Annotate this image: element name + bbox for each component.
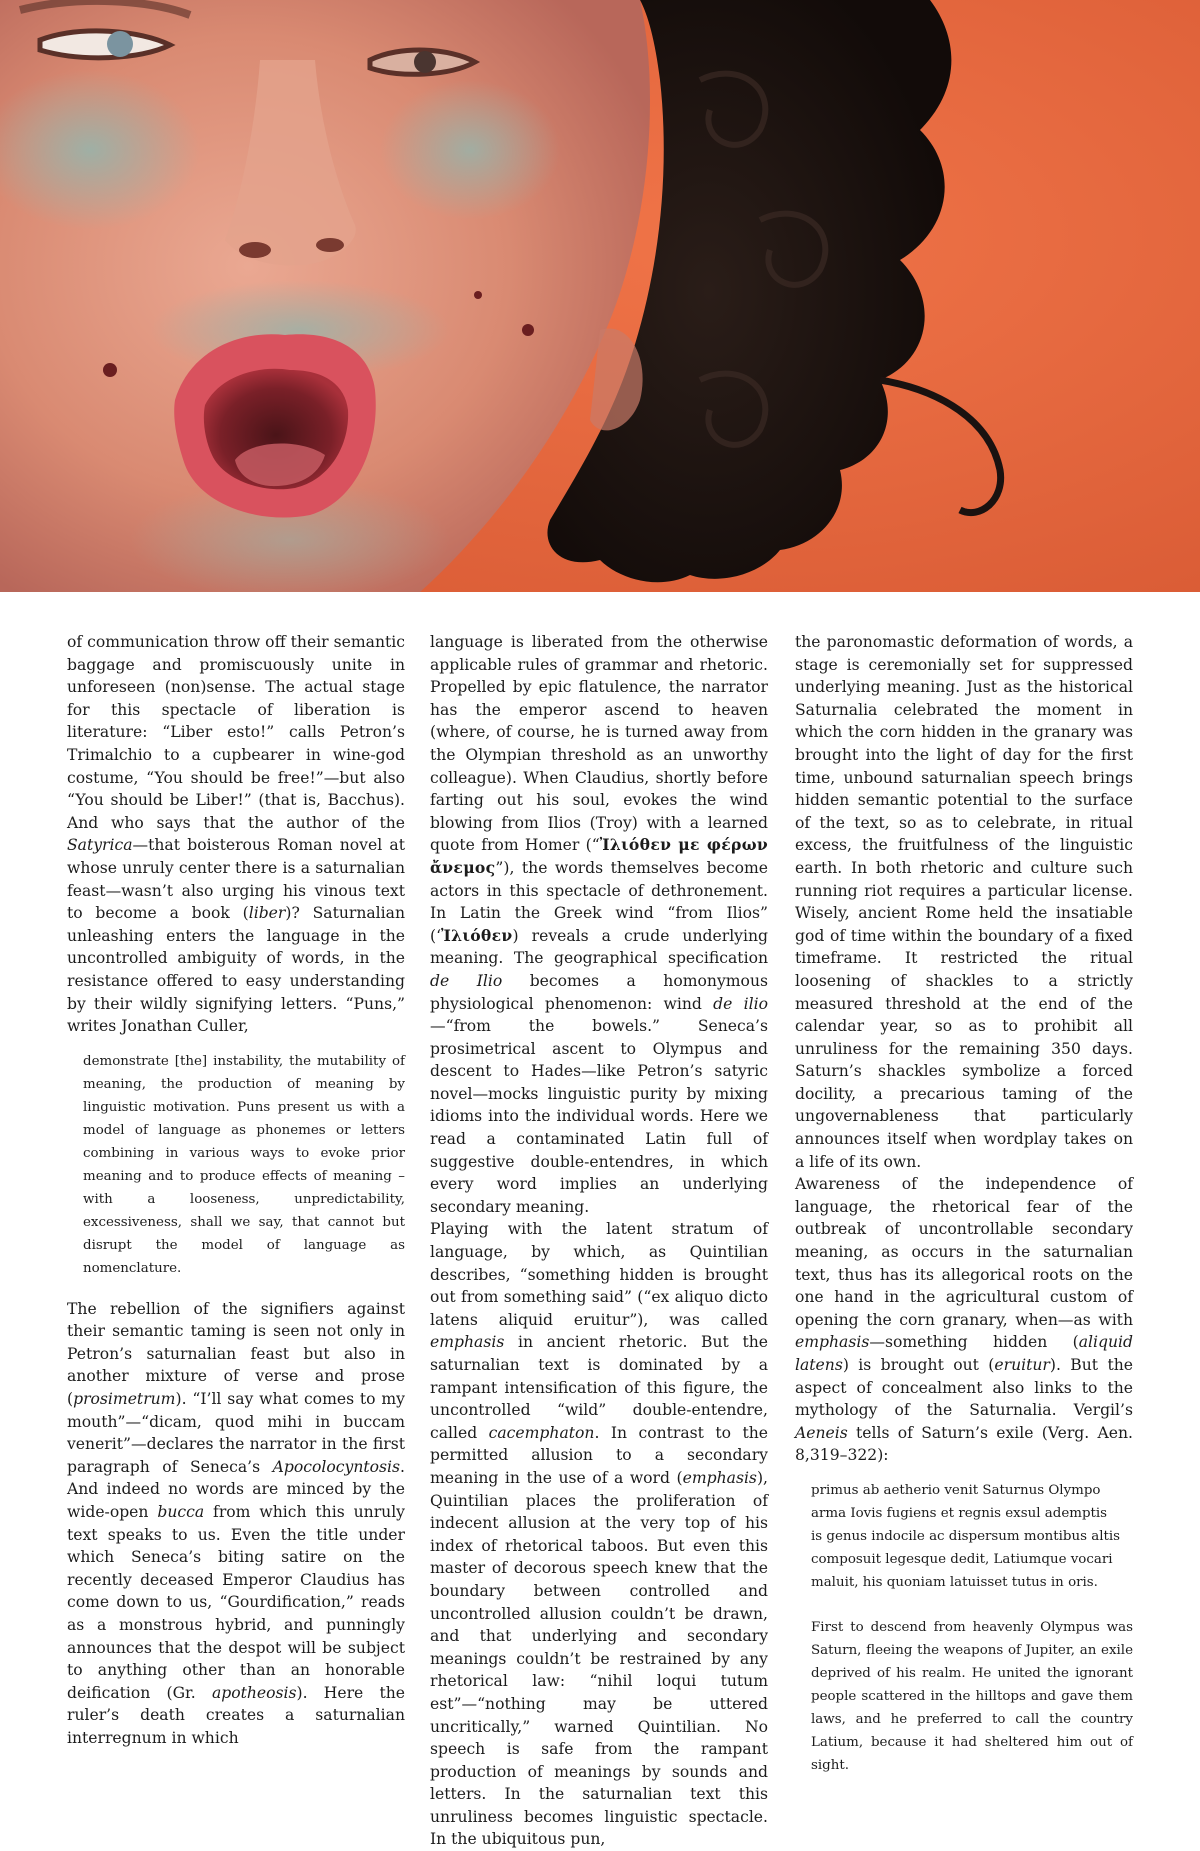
vergil-translation: First to descend from heavenly Olympus was Saturn, fleeing the weapons of Jupiter, an exile deprived of his realm. He united the ignorant people scattered in the hilltops and gave them laws, and he preferred to call the country Latium, because it had sheltered him out of sight. — [811, 1619, 1133, 1773]
latin-line-5: maluit, his quoniam latuisset tutus in oris. — [811, 1574, 1098, 1590]
column-2 — [430, 631, 768, 1851]
right-nostril — [316, 238, 344, 252]
column-1-paragraph-2: The rebellion of the signifiers against their semantic taming is seen not only in Petron’s saturnalian feast but also in another mixture of verse and prose (prosimetrum). “I’ll say what comes to my mouth”—“dicam, quod mihi in buccam venerit”—declares the narrator in the first paragraph of Seneca’s Apocolocyntosis. And indeed no words are minced by the wide-open bucca from which this unruly text speaks to us. Even the title under which Seneca’s biting satire on the recently deceased Emperor Claudius has come down to us, “Gourdification,” reads as a monstrous hybrid, and punningly announces that the despot will be subject to anything other than an honorable deification (Gr. apotheosis). Here the ruler’s death creates a saturnalian interregnum in which — [67, 1299, 405, 1747]
left-nostril — [239, 242, 271, 258]
film-still-photo — [0, 0, 1200, 592]
column-1 — [67, 631, 405, 1750]
mole-2 — [522, 324, 534, 336]
film-still-illustration — [0, 0, 1200, 592]
column-3-paragraph-1: the paronomastic deformation of words, a stage is ceremonially set for suppressed underlying meaning. Just as the historical Saturnalia celebrated the moment in which the corn hidden in the granary was brought into the light of day for the first time, unbound saturnalian speech brings hidden semantic potential to the surface of the text, so as to celebrate, in ritual excess, the fruitfulness of the linguistic earth. In both rhetoric and culture such running riot requires a particular license. Wisely, ancient Rome held the insatiable god of time within the boundary of a fixed timeframe. It restricted the ritual loosening of shackles to a strictly measured threshold at the end of the calendar year, so as to prohibit all unruliness for the remaining 350 days. Saturn’s shackles symbolize a forced docility, a precarious taming of the ungovernableness that particularly announces itself when wordplay takes on a life of its own. — [795, 633, 1133, 1171]
latin-line-3: is genus indocile ac dispersum montibus altis — [811, 1528, 1121, 1544]
column-3-paragraph-2: Awareness of the independence of language, the rhetorical fear of the outbreak of uncontrollable secondary meaning, as occurs in the saturnalian text, thus has its allegorical roots on the one hand in the agricultural custom of opening the corn granary, when—as with emphasis—something hidden (aliquid latens) is brought out (eruitur). But the aspect of concealment also links to the mythology of the Saturnalia. Vergil’s Aeneis tells of Saturn’s exile (Verg. Aen. 8,319–322): — [795, 1175, 1133, 1465]
culler-block-quote: demonstrate [the] instability, the mutability of meaning, the production of meaning by linguistic motivation. Puns present us with a model of language as phonemes or letters combining in various ways to evoke prior meaning and to produce effects of meaning – with a looseness, unpredictability, excessiveness, shall we say, that cannot but disrupt the model of language as nomenclature. — [83, 1053, 405, 1276]
latin-line-4: composuit legesque dedit, Latiumque vocari — [811, 1551, 1113, 1567]
right-iris — [414, 51, 436, 73]
column-2-paragraph-1: language is liberated from the otherwise applicable rules of grammar and rhetoric. Propelled by epic flatulence, the narrator has the emperor ascend to heaven (where, of course, he is turned away from the Olympian threshold as an unworthy colleague). When Claudius, shortly before farting out his soul, evokes the wind blowing from Ilios (Troy) with a learned quote from Homer (“Ἰλιόθεν με φέρων ἄνεμος”), the words themselves become actors in this spectacle of dethronement. In Latin the Greek wind “from Ilios” (‘Ἰλιόθεν) reveals a crude underlying meaning. The geographical specification de Ilio becomes a homonymous physiological phenomenon: wind de ilio—“from the bowels.” Seneca’s prosimetrical ascent to Olympus and descent to Hades—like Petron’s satyric novel—mocks linguistic purity by mixing idioms into the individual words. Here we read a contaminated Latin full of suggestive double-entendres, in which every word implies an underlying secondary meaning. — [430, 633, 768, 1216]
makeup-right-cheek — [380, 80, 560, 220]
latin-line-2: arma Iovis fugiens et regnis exsul ademptis — [811, 1505, 1108, 1521]
latin-line-1: primus ab aetherio venit Saturnus Olympo — [811, 1482, 1101, 1498]
column-2-paragraph-2: Playing with the latent stratum of language, by which, as Quintilian describes, “something hidden is brought out from something said” (“ex aliquo dicto latens aliquid eruitur”), was called emphasis in ancient rhetoric. But the saturnalian text is dominated by a rampant intensification of this figure, the uncontrolled “wild” double-entendre, called cacemphaton. In contrast to the permitted allusion to a secondary meaning in the use of a word (emphasis), Quintilian places the proliferation of indecent allusion at the very top of his index of rhetorical taboos. But even this master of decorous speech knew that the boundary between controlled and uncontrolled allusion couldn’t be drawn, and that underlying and secondary meanings couldn’t be restrained by any rhetorical law: “nihil loqui tutum est”—“nothing may be uttered uncritically,” warned Quintilian. No speech is safe from the rampant production of meanings by sounds and letters. In the saturnalian text this unruliness becomes linguistic spectacle. In the ubiquitous pun, — [430, 1220, 768, 1849]
mole-3 — [474, 291, 482, 299]
column-3 — [795, 631, 1133, 1795]
mole-1 — [103, 363, 117, 377]
vergil-latin-quote — [811, 1479, 1133, 1777]
article-columns — [0, 631, 1200, 1849]
column-1-paragraph-1: of communication throw off their semantic baggage and promiscuously unite in unforeseen (non)sense. The actual stage for this spectacle of liberation is literature: “Liber esto!” calls Petron’s Trimalchio to a cupbearer in wine-god costume, “You should be free!”—but also “You should be Liber!” (that is, Bacchus). And who says that the author of the Satyrica—that boisterous Roman novel at whose unruly center there is a saturnalian feast—wasn’t also urging his vinous text to become a book (liber)? Saturnalian unleashing enters the language in the uncontrolled ambiguity of words, in the resistance offered to easy understanding by their wildly signifying letters. “Puns,” writes Jonathan Culler, — [67, 633, 405, 1036]
left-iris — [107, 31, 133, 57]
